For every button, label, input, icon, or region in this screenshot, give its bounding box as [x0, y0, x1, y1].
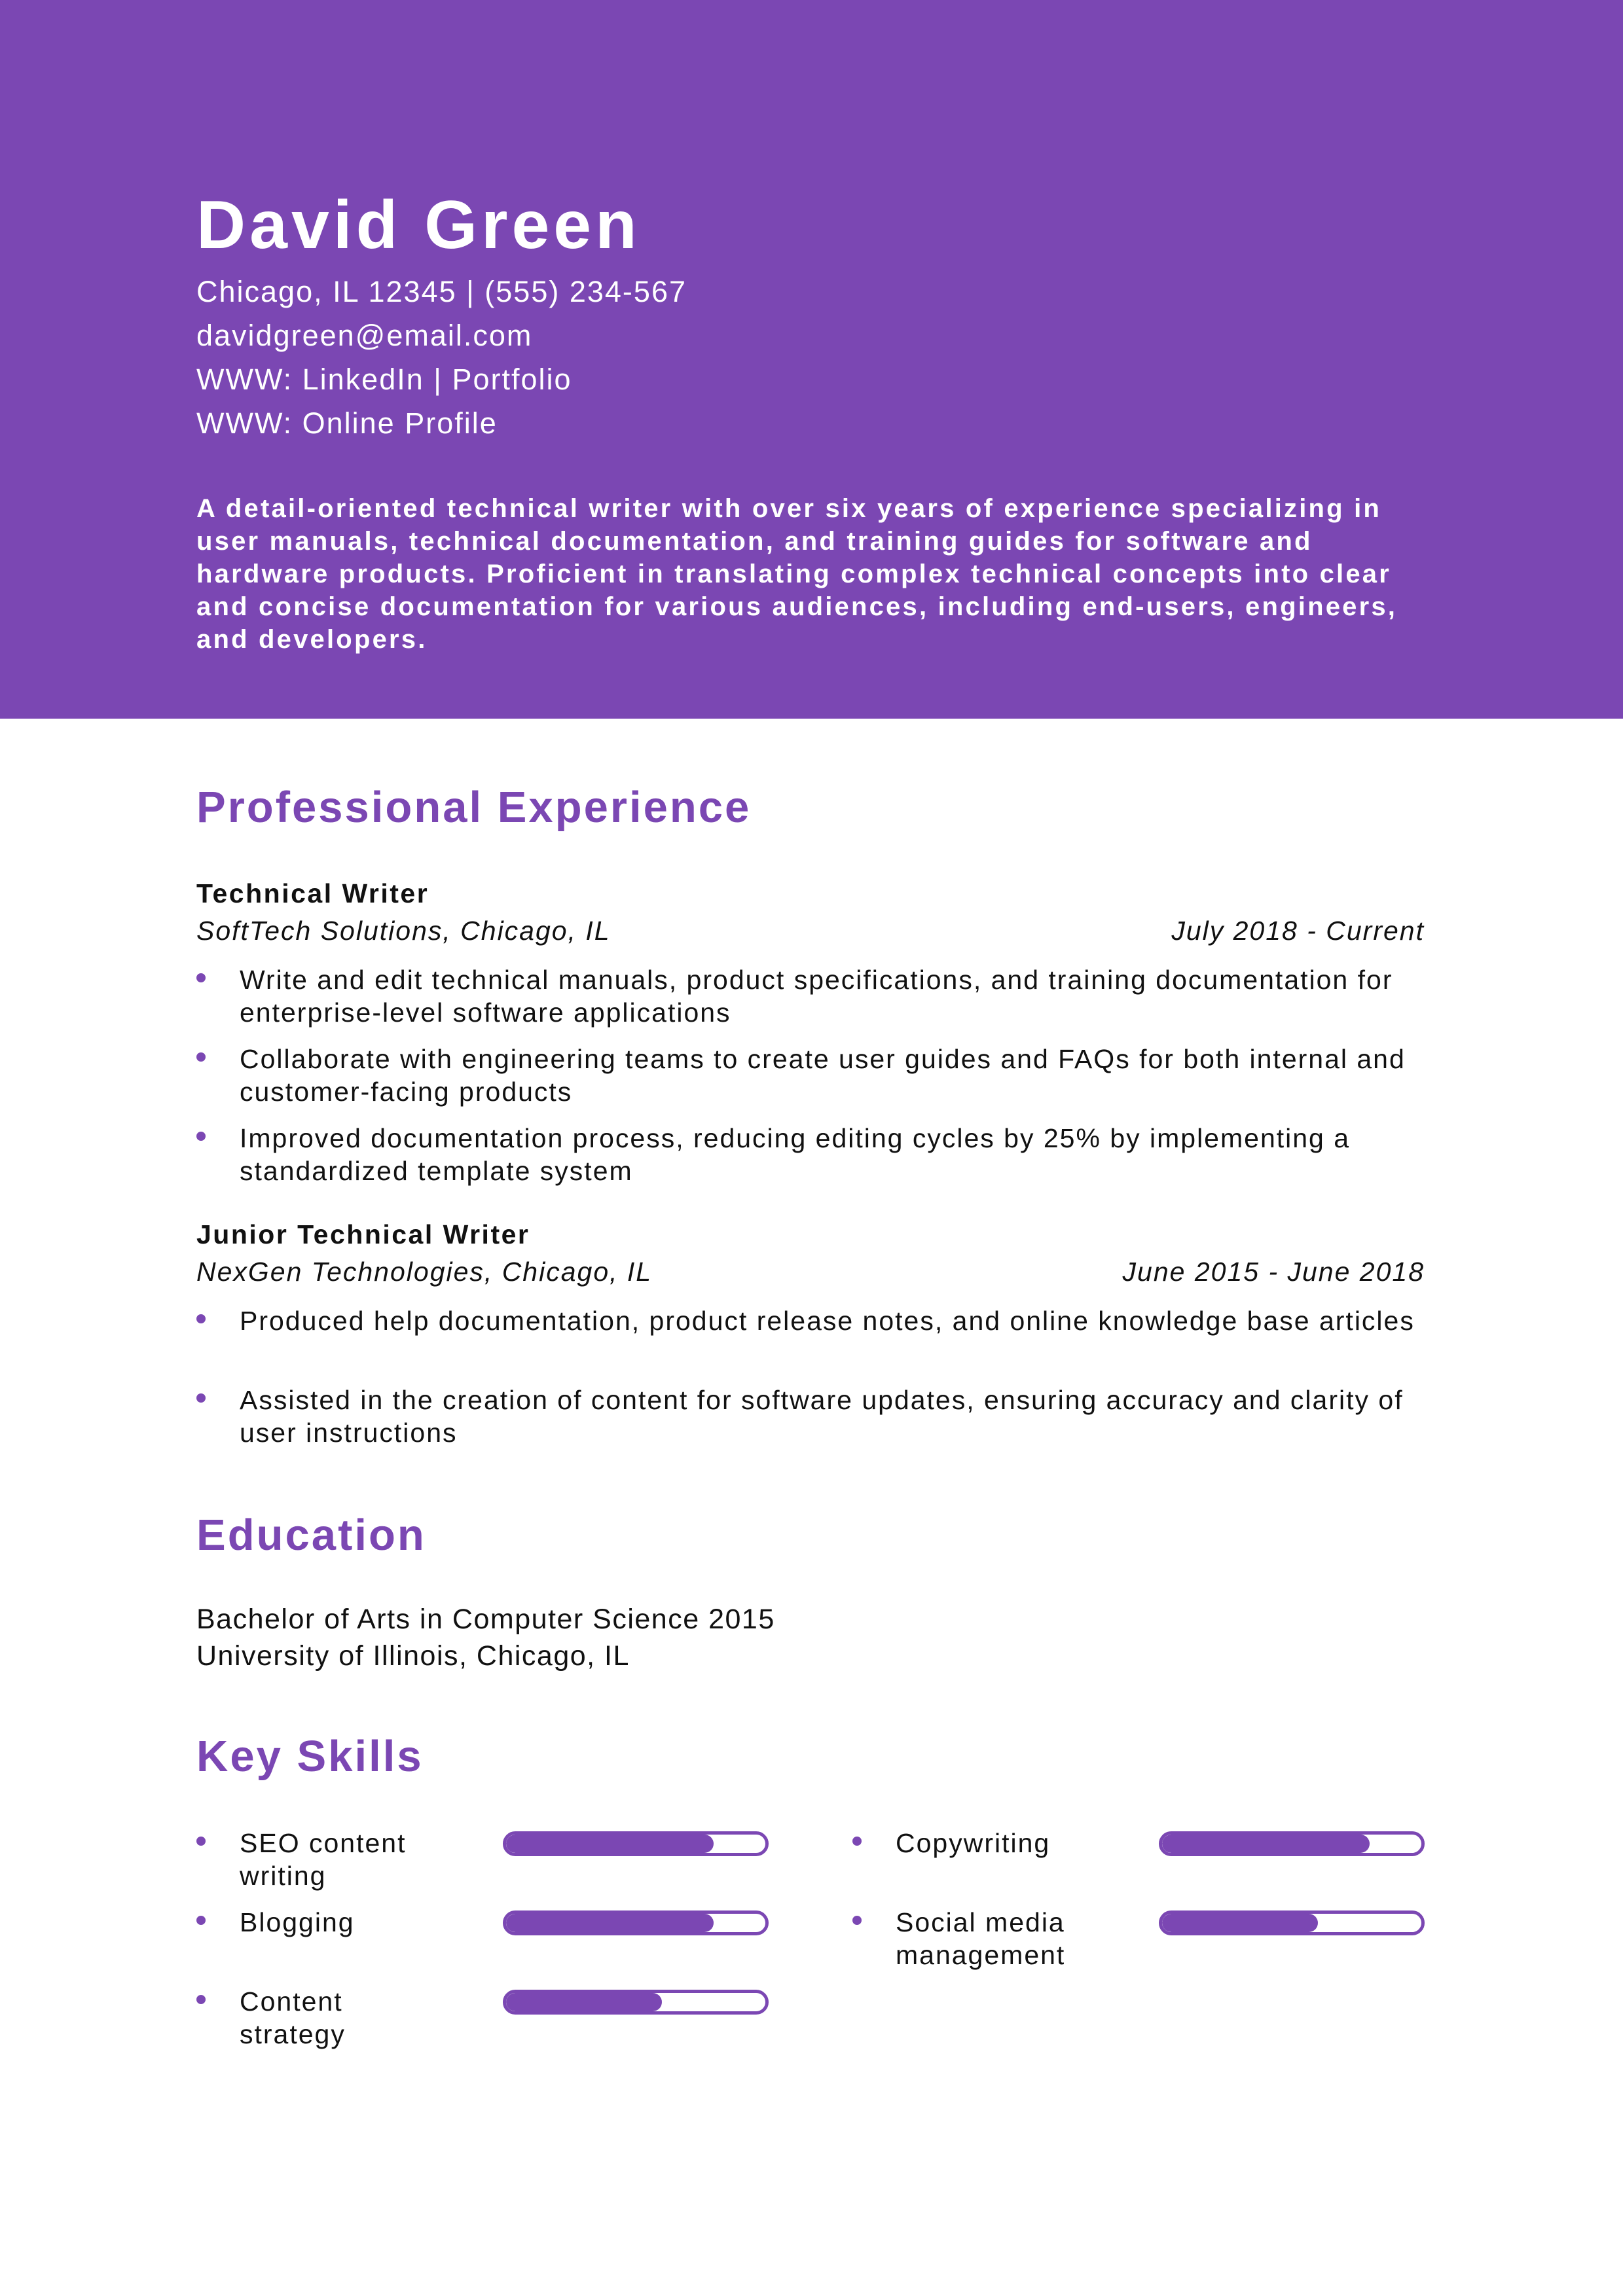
job-company: SoftTech Solutions, Chicago, IL: [196, 916, 611, 946]
skill-level-bar: [503, 1910, 769, 1935]
skill-level-bar: [503, 1831, 769, 1856]
education-heading: Education: [196, 1511, 426, 1560]
bullet-dot-icon: [196, 1837, 206, 1846]
skill-item: Content strategy: [196, 1985, 445, 2051]
job-bullet: Assisted in the creation of content for software updates, ensuring accuracy and clarity of user instructions: [196, 1384, 1440, 1449]
bullet-dot-icon: [196, 1052, 206, 1062]
job-bullet: Write and edit technical manuals, product specifications, and training documentation for enterprise-level software applications: [196, 963, 1440, 1029]
bullet-dot-icon: [196, 1916, 206, 1925]
skill-level-fill: [506, 1914, 714, 1932]
bullet-dot-icon: [196, 1132, 206, 1141]
job-bullet: Improved documentation process, reducing editing cycles by 25% by implementing a standardized template system: [196, 1122, 1440, 1187]
skill-item: SEO content writing: [196, 1827, 445, 1892]
job-title: Technical Writer: [196, 878, 429, 908]
skill-level-bar: [503, 1990, 769, 2015]
candidate-name: David Green: [196, 187, 641, 263]
skill-level-fill: [506, 1993, 662, 2011]
bullet-dot-icon: [196, 1995, 206, 2004]
skills-heading: Key Skills: [196, 1732, 424, 1781]
experience-heading: Professional Experience: [196, 783, 752, 832]
header-banner: [0, 0, 1623, 719]
skill-item: Copywriting: [852, 1827, 1101, 1859]
skill-level-bar: [1159, 1910, 1425, 1935]
bullet-dot-icon: [852, 1837, 862, 1846]
skill-level-bar: [1159, 1831, 1425, 1856]
job-dates: June 2015 - June 2018: [1122, 1257, 1425, 1287]
skill-item: Blogging: [196, 1906, 445, 1939]
skill-level-fill: [506, 1835, 714, 1853]
education-school: University of Illinois, Chicago, IL: [196, 1640, 630, 1672]
contact-online-profile: WWW: Online Profile: [196, 406, 498, 440]
job-dates: July 2018 - Current: [1171, 916, 1425, 946]
job-bullet: Collaborate with engineering teams to create user guides and FAQs for both internal and customer-facing products: [196, 1043, 1440, 1108]
professional-summary: A detail-oriented technical writer with over six years of experience specializing in user manuals, technical documentation, and training guides for software and hardware products. Proficient in translating complex technical concepts into clear and concise documentation for various audiences, including end-users, engineers, and developers.: [196, 494, 1398, 654]
skill-level-fill: [1162, 1835, 1370, 1853]
contact-info: [196, 274, 687, 449]
bullet-dot-icon: [196, 1314, 206, 1323]
bullet-dot-icon: [196, 973, 206, 982]
skill-level-fill: [1162, 1914, 1318, 1932]
contact-address-phone: Chicago, IL 12345 | (555) 234-567: [196, 275, 687, 308]
job-company: NexGen Technologies, Chicago, IL: [196, 1257, 653, 1287]
bullet-dot-icon: [196, 1393, 206, 1403]
job-title: Junior Technical Writer: [196, 1219, 530, 1249]
contact-links: WWW: LinkedIn | Portfolio: [196, 363, 572, 396]
education-degree: Bachelor of Arts in Computer Science 2015: [196, 1604, 775, 1635]
skill-item: Social media management: [852, 1906, 1101, 1971]
job-bullet: Produced help documentation, product release notes, and online knowledge base articles: [196, 1304, 1440, 1337]
contact-email: davidgreen@email.com: [196, 319, 533, 352]
bullet-dot-icon: [852, 1916, 862, 1925]
